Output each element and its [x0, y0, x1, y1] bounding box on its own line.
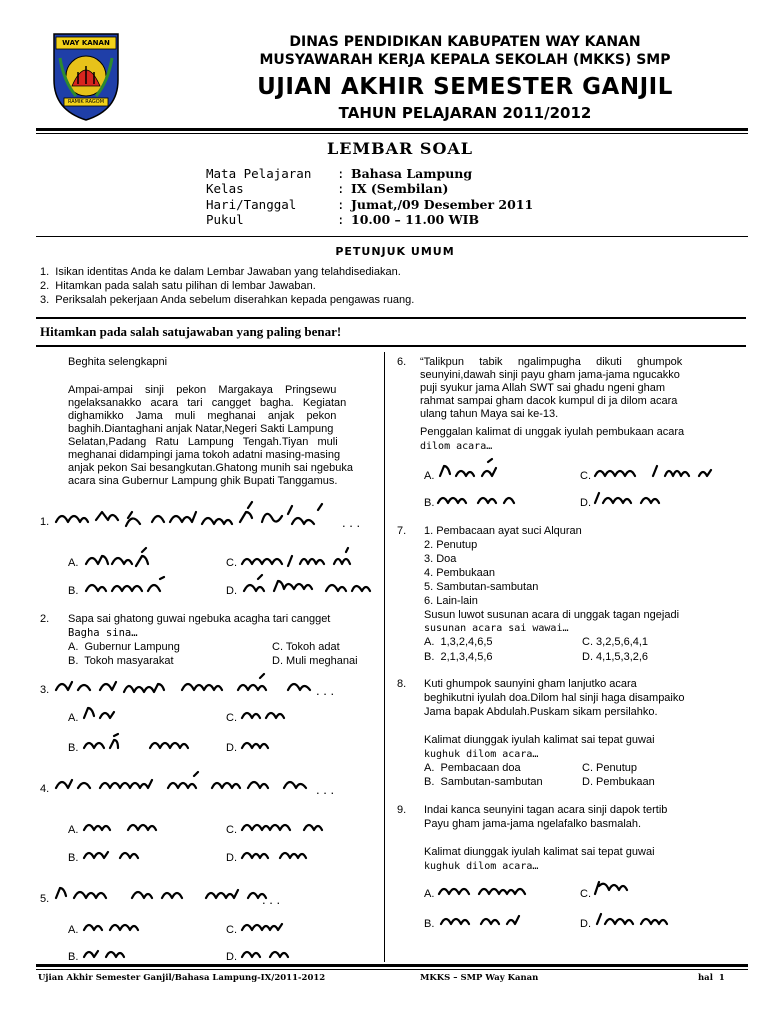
option-c[interactable]: C.: [226, 924, 237, 936]
question-stem: kughuk dilom acara…: [424, 749, 539, 760]
instruction-item: 2. Hitamkan pada salah satu pilihan di lembar Jawaban.: [40, 280, 316, 292]
lampung-script-option: [436, 458, 506, 484]
option-a[interactable]: A. Pembacaan doa: [424, 762, 521, 774]
question-stem: kughuk dilom acara…: [424, 861, 539, 872]
instruction-item: 1. Isikan identitas Anda ke dalam Lembar Jawaban yang telahdisediakan.: [40, 266, 401, 278]
option-c[interactable]: C.: [226, 712, 237, 724]
question-stem: Payu gham jama-jama ngelafalko basmalah.: [424, 818, 642, 830]
lampung-script-option: [82, 548, 152, 574]
option-d[interactable]: D.: [226, 951, 237, 963]
option-c[interactable]: C. Penutup: [582, 762, 638, 774]
option-d[interactable]: D. 4,1,5,3,2,6: [582, 651, 649, 663]
question-stem: Susun luwot susunan acara di unggak tagan ngejadi: [424, 609, 680, 621]
option-a[interactable]: A. Gubernur Lampung: [68, 641, 180, 653]
footer-rule-thick: [36, 964, 748, 967]
info-value: Bahasa Lampung: [351, 166, 473, 181]
footer-rule-thin: [36, 969, 748, 970]
question-stem: rahmat sampai gham dacok kumpul di ja dilom acara: [420, 395, 678, 407]
option-c[interactable]: C. 3,2,5,6,4,1: [582, 636, 649, 648]
header-association: MUSYAWARAH KERJA KEPALA SEKOLAH (MKKS) SMP: [259, 52, 671, 68]
option-d[interactable]: D.: [226, 742, 237, 754]
info-row: Pukul : 10.00 – 11.00 WIB: [206, 212, 626, 228]
question-number: 9.: [397, 804, 407, 816]
question-number: 1.: [40, 516, 50, 528]
logo-ribbon-text: RAMIK RAGOM: [67, 99, 105, 105]
lampung-script-option: [238, 702, 308, 726]
lampung-script-option: [80, 842, 160, 866]
option-d[interactable]: D. Muli meghanai: [272, 655, 358, 667]
lampung-script-option: [437, 908, 547, 932]
lampung-script-option: [238, 842, 338, 866]
instruction-item: 3. Periksalah pekerjaan Anda sebelum diserahkan kepada pengawas ruang.: [40, 294, 415, 306]
info-value: IX (Sembilan): [351, 181, 449, 196]
option-a[interactable]: A.: [68, 712, 79, 724]
option-b[interactable]: B. 2,1,3,4,5,6: [424, 651, 493, 663]
sequence-item: 3. Doa: [424, 553, 457, 565]
info-value: 10.00 – 11.00 WIB: [351, 212, 480, 227]
lampung-script-option: [593, 906, 703, 932]
info-label: Mata Pelajaran: [206, 166, 312, 181]
question-number: 2.: [40, 613, 50, 625]
footer-organizer: MKKS – SMP Way Kanan: [420, 973, 539, 983]
lampung-script-option: [82, 575, 172, 601]
option-d[interactable]: D.: [580, 497, 591, 509]
lampung-script-option: [591, 487, 681, 511]
question-number: 8.: [397, 678, 407, 690]
sequence-item: 6. Lain-lain: [424, 595, 478, 607]
question-stem: susunan acara sai wawai…: [424, 623, 569, 634]
info-row: Kelas : IX (Sembilan): [206, 181, 626, 197]
sequence-item: 1. Pembacaan ayat suci Alquran: [424, 525, 582, 537]
question-stem: Kalimat diunggak iyulah kalimat sai tepat guwai: [424, 846, 655, 858]
lampung-script-option: [240, 575, 380, 601]
footer-exam-label: Ujian Akhir Semester Ganjil/Bahasa Lampung-IX/2011-2012: [38, 973, 326, 983]
question-stem: dilom acara…: [420, 441, 493, 452]
option-b[interactable]: B. Sambutan-sambutan: [424, 776, 543, 788]
lampung-script-option: [238, 914, 318, 938]
lampung-script-text: [52, 880, 292, 910]
sheet-title: LEMBAR SOAL: [326, 139, 474, 158]
option-a[interactable]: A. 1,3,2,4,6,5: [424, 636, 493, 648]
option-d[interactable]: D.: [580, 918, 591, 930]
option-a[interactable]: A.: [424, 888, 435, 900]
option-c[interactable]: C. Tokoh adat: [272, 641, 340, 653]
option-c[interactable]: C.: [580, 888, 591, 900]
logo-banner-text: WAY KANAN: [62, 39, 110, 47]
sequence-item: 4. Pembukaan: [424, 567, 495, 579]
question-stem: Kalimat diunggak iyulah kalimat sai tepat guwai: [424, 734, 655, 746]
option-b[interactable]: B.: [68, 585, 79, 597]
lampung-script-text: [52, 500, 352, 534]
lampung-script-option: [591, 458, 721, 484]
question-number: 6.: [397, 356, 407, 368]
lampung-script-option: [80, 732, 140, 756]
info-rule: [36, 236, 748, 237]
question-stem: Penggalan kalimat di unggak iyulah pembukaan acara: [420, 426, 685, 438]
option-a[interactable]: A.: [68, 824, 79, 836]
question-number: 3.: [40, 684, 50, 696]
info-value: Jumat,/09 Desember 2011: [351, 197, 534, 212]
sequence-item: 5. Sambutan-sambutan: [424, 581, 539, 593]
question-ellipsis: . . .: [316, 782, 335, 797]
question-stem: Sapa sai ghatong guwai ngebuka acagha tari cangget: [68, 613, 331, 625]
option-d[interactable]: D.: [226, 852, 237, 864]
question-stem: seunyini,dawah sinji payu gham jama-jama ngucakko: [420, 369, 680, 381]
lampung-script-option: [80, 814, 180, 838]
question-stem: Kuti ghumpok saunyini gham lanjutko acara: [424, 678, 637, 690]
info-row: Mata Pelajaran : Bahasa Lampung: [206, 166, 626, 182]
reading-title: Beghita selengkapni: [68, 356, 168, 368]
sequence-item: 2. Penutup: [424, 539, 478, 551]
option-a[interactable]: A.: [68, 557, 79, 569]
option-c[interactable]: C.: [226, 557, 237, 569]
instructions-title: PETUNJUK UMUM: [335, 245, 455, 258]
option-a[interactable]: A.: [424, 470, 435, 482]
option-d[interactable]: D. Pembukaan: [582, 776, 655, 788]
option-b[interactable]: B. Tokoh masyarakat: [68, 655, 174, 667]
question-stem: Bagha sina…: [68, 627, 138, 639]
footer-page-number: hal 1: [698, 973, 725, 983]
answer-instruction: Hitamkan pada salah satujawaban yang paling benar!: [40, 324, 342, 339]
info-row: Hari/Tanggal : Jumat,/09 Desember 2011: [206, 197, 626, 213]
lampung-script-option: [80, 941, 150, 963]
lampung-script-option: [80, 702, 130, 726]
question-number: 5.: [40, 893, 50, 905]
exam-title: UJIAN AKHIR SEMESTER GANJIL: [257, 74, 673, 100]
lampung-script-option: [435, 878, 555, 902]
lampung-script-text: [52, 672, 342, 702]
question-ellipsis: . . .: [262, 892, 281, 907]
question-stem: ulang tahun Maya sai ke-13.: [420, 408, 559, 420]
lampung-script-option: [146, 732, 226, 756]
question-stem: Indai kanca seunyini tagan acara sinji dapok tertib: [424, 804, 668, 816]
header-rule-thick: [36, 128, 748, 131]
lampung-script-option: [238, 814, 348, 838]
header-agency: DINAS PENDIDIKAN KABUPATEN WAY KANAN: [289, 34, 641, 50]
option-c[interactable]: C.: [226, 824, 237, 836]
option-b[interactable]: B.: [424, 497, 435, 509]
info-label: Kelas: [206, 181, 244, 196]
question-stem: beghikutni iyulah doa.Dilom hal sinji haga disampaiko: [424, 692, 685, 704]
question-stem: puji syukur jama Allah SWT sai ghadu ngeni gham: [420, 382, 665, 394]
lampung-script-option: [434, 487, 524, 511]
option-a[interactable]: A.: [68, 924, 79, 936]
lampung-script-option: [238, 548, 358, 574]
way-kanan-logo: [50, 32, 122, 122]
option-c[interactable]: C.: [580, 470, 591, 482]
lampung-script-option: [80, 914, 170, 938]
option-d[interactable]: D.: [226, 585, 237, 597]
lampung-script-option: [238, 732, 288, 756]
question-stem: Jama bapak Abdulah.Puskam sikam persilahko.: [424, 706, 658, 718]
info-label: Pukul: [206, 212, 244, 227]
lampung-script-option: [591, 876, 641, 902]
answer-instruction-box: [36, 317, 746, 347]
question-ellipsis: . . .: [342, 515, 361, 530]
question-number: 4.: [40, 783, 50, 795]
lampung-script-text: [52, 770, 342, 800]
option-b[interactable]: B.: [68, 742, 79, 754]
option-b[interactable]: B.: [424, 918, 435, 930]
question-ellipsis: . . .: [316, 683, 335, 698]
question-stem: “Talikpun tabik ngalimpugha dikuti ghumpok: [420, 356, 683, 368]
column-divider: [384, 352, 385, 962]
option-b[interactable]: B.: [68, 852, 79, 864]
lampung-script-option: [238, 941, 308, 963]
header-rule-thin: [36, 133, 748, 134]
info-label: Hari/Tanggal: [206, 197, 297, 212]
option-b[interactable]: B.: [68, 951, 79, 963]
school-year: TAHUN PELAJARAN 2011/2012: [338, 104, 592, 122]
question-number: 7.: [397, 525, 407, 537]
